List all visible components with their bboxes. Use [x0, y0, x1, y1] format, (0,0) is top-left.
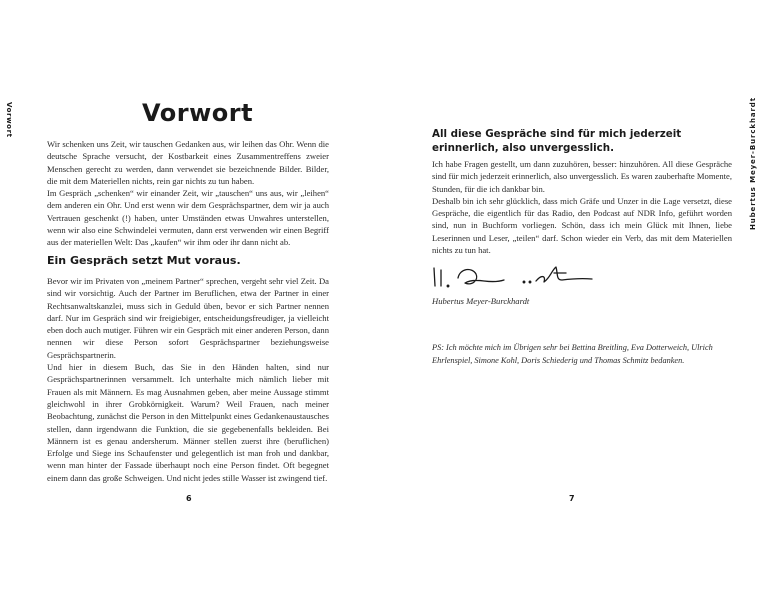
right-body-paragraph: Ich habe Fragen gestellt, um dann zuzuhören, besser: hinzuhören. All diese Gespräche sind für mich jederzeit erinnerlich, also unvergesslich. Es waren zauberhafte Momente, Stunden, für die ich dankbar bin. Deshalb bin ich sehr glücklich, dass mich Gräfe und Unzer in die Lage versetzt, diese Gespräche, die eigentlich für das Radio, den Podcast auf NDR Info, geführt worden sind, nun in Buchform vorliegen. Schön, dass ich mein Glück mit Ihnen, liebe Leserinnen und Leser, „teilen“ darf. Schon wieder ein Verb, das mit dem Materiellen nichts zu tun hat. — [432, 159, 732, 256]
body-paragraph: Bevor wir im Privaten von „meinem Partner“ sprechen, vergeht sehr viel Zeit. Da sind wir vorsichtig. Auch der Partner im Beruflichen, etwa der Partner in einer Rechtsanwaltskanzlei, muss sich in Geduld üben, bevor er sich Partner nennen darf. Nur im Gespräch sind wir freigiebiger, entscheidungsfreudiger, ja vielleicht eben doch auch mutiger. Führen wir ein Gespräch mit einer anderen Person, dann nennen wir diese Person sofort Gesprächspartner beziehungsweise Gesprächspartnerin. Und hier in diesem Buch, das Sie in den Händen halten, sind nur Gesprächspartnerinnen versammelt. Ich unterhalte mich nämlich lieber mit Frauen als mit Männern. Es mag Ausnahmen geben, aber meine Aussage stimmt gleichwohl in ihrer Grobkörnigkeit. Warum? Weil Frauen, nach meiner Beobachtung, zunächst die Person in den Mittelpunkt eines Gedankenaustausches stellen, dann irgendwann die Funktion, die sie gegebenenfalls bekleiden. Bei Männern ist es genau andersherum. Männer stellen zuerst ihre (beruflichen) Erfolge und Siege ins Schaufenster und gelegentlich ist man froh und dankbar, wenn man hinter der Fassade überhaupt noch eine Person findet. Oft begegnet einem dann das große Schweigen. Und nicht jedes stille Wasser ist zwingend tief. — [47, 276, 329, 483]
lead-statement: All diese Gespräche sind für mich jederzeit erinnerlich, also unvergesslich. — [432, 128, 682, 154]
running-head-left: Vorwort — [5, 102, 13, 138]
page-title: Vorwort — [142, 99, 254, 127]
postscript: PS: Ich möchte mich im Übrigen sehr bei Bettina Breitling, Eva Dotterweich, Ulrich Ehrlenspiel, Simone Kohl, Doris Schiederig und Thomas Schmitz bedanken. — [432, 343, 713, 366]
page-number-left: 6 — [186, 494, 192, 503]
handwritten-signature — [432, 264, 602, 292]
running-head-right: Hubertus Meyer-Burckhardt — [749, 97, 757, 230]
page-number-right: 7 — [569, 494, 575, 503]
intro-paragraph: Wir schenken uns Zeit, wir tauschen Gedanken aus, wir leihen das Ohr. Wenn die deutsche Sprache versucht, der Kostbarkeit eines Zusammentreffens zweier Menschen gerecht zu werden, dann verwendet sie bezeichnende Bilder. Bilder, die mit dem Materiellen nichts, rein gar nichts zu tun haben. Im Gespräch „schenken“ wir einander Zeit, wir „tauschen“ uns aus, wir „leihen“ dem anderen ein Ohr. Und erst wenn wir dem Gesprächspartner, dem wir ja auch Vertrauen geschenkt (!) haben, unter Umständen etwas Unwahres unterstellen, wenn wir also eine Schwindelei vermuten, dann erst verwenden wir einen Begriff aus der materiellen Welt: Das „kaufen“ wir ihm oder ihr dann nicht ab. — [47, 139, 329, 248]
section-subheading: Ein Gespräch setzt Mut voraus. — [47, 254, 241, 267]
signature-name: Hubertus Meyer-Burckhardt — [432, 296, 530, 306]
